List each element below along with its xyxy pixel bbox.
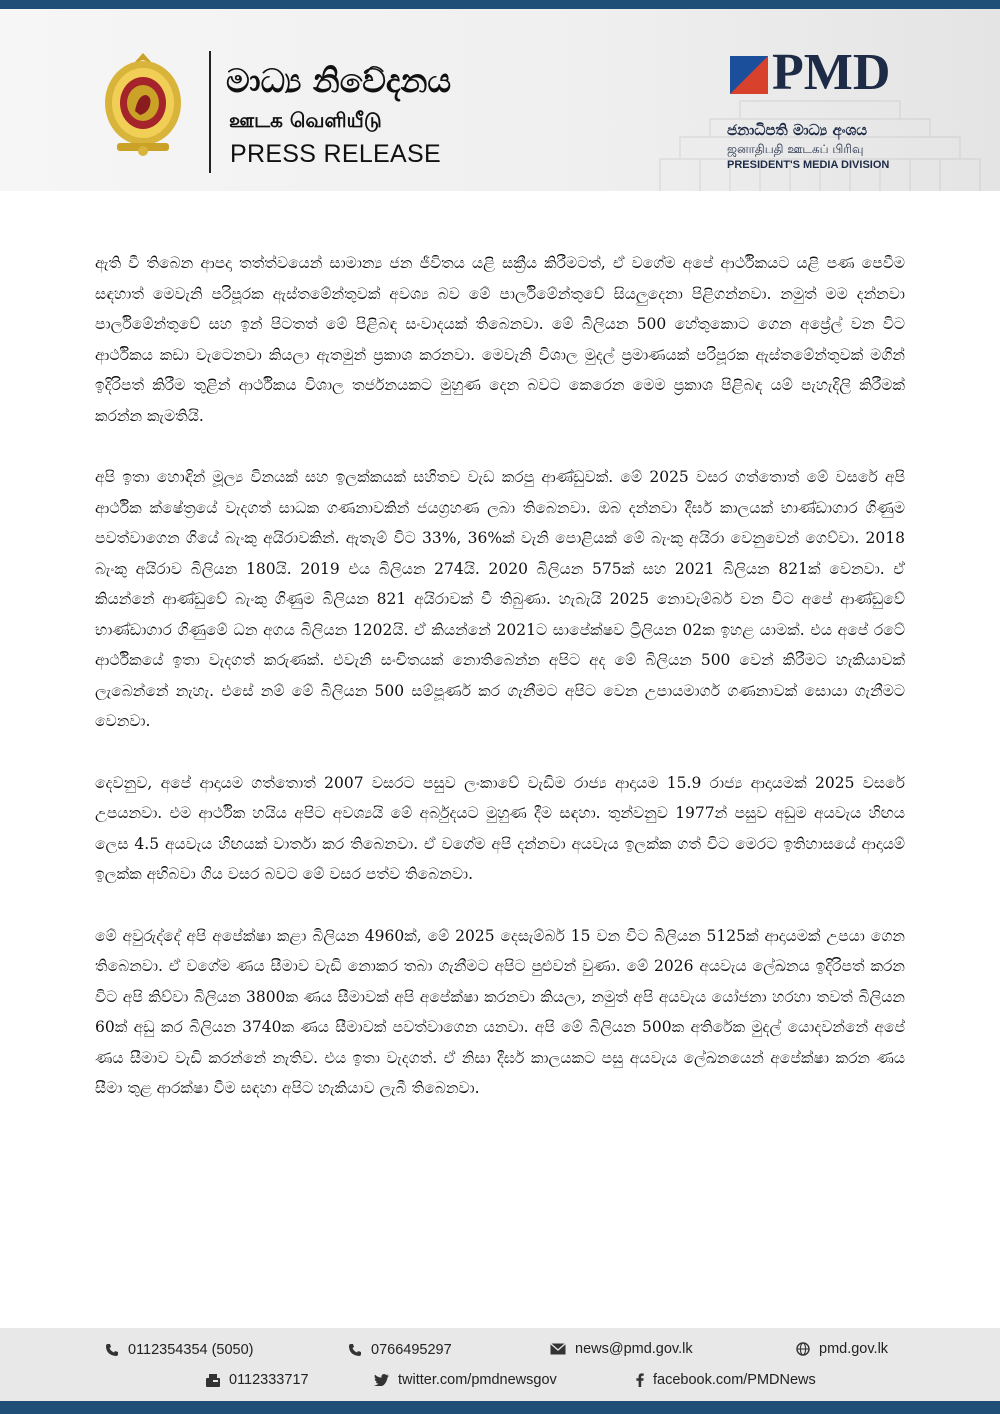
- fax-icon: [206, 1374, 220, 1387]
- paragraph: මේ අවුරුද්දේ අපි අපේක්ෂා කළා බිලියන 4960ක්, මේ 2025 දෙසැම්බර් 15 වන විට බිලියන 5125ක් ආදායමක් උපයා ගෙන තිබෙනවා. ඒ වගේම ණය සීමාව වැඩි නොකර තබා ගැනීමට අපිට පුළුවන් වුණා. මේ 2026 අයවැය ලේඛනය ඉදිරිපත් කරන විට අපි කිව්වා බිලියන 3800ක ණය සීමාවක් අපි අපේක්ෂා කරනවා කියලා, නමුත් අපි අයවැය යෝජනා හරහා තවත් බිලියන 60ක් අඩු කර බිලියන 3740ක ණය සීමාවක් පවත්වාගෙන යනවා. අපි මේ බිලියන 500ක අතිරේක මුදල් යොදවන්නේ අපේ ණය සීමාව වැඩි කරන්නේ නැතිව. එය ඉතා වැදගත්. ඒ නිසා දීර්ඝ කාලයකට පසු අයවැය ලේඛනයෙන් අපේක්ෂා කරන ණය සීමා තුළ ආරක්ෂා වීම සඳහා අපිට හැකියාව ලැබී තිබෙනවා.: [95, 926, 905, 1097]
- bottom-accent-stripe: [0, 1401, 1000, 1414]
- email-text: news@pmd.gov.lk: [575, 1341, 693, 1357]
- phone-icon: [105, 1343, 119, 1357]
- contact-fax: [206, 1372, 309, 1388]
- phone-1-text: 0112354354 (5050): [128, 1342, 254, 1358]
- paragraph: අපි ඉතා හොඳින් මූල්‍ය විනයක් සහ ඉලක්කයක් සහිතව වැඩ කරපු ආණ්ඩුවක්. මේ 2025 වසර ගත්තොත් මේ වසරේ අපි ආර්ථික ක්ෂේත්‍රයේ වැදගත් සාධක ගණනාවකින් ජයග්‍රහණ ලබා තිබෙනවා. ඔබ දන්නවා දීර්ඝ කාලයක් භාණ්ඩාගාර ගිණුම පවත්වාගෙන ගියේ බැංකු අයිරාවකින්. ඇතැම් විට 33%, 36%ක් වැනි පොළියක් මේ බැංකු අයිරා වෙනුවෙන් ගෙව්වා. 2018 බැංකු අයිරාව බිලියන 180යි. 2019 එය බිලියන 274යි. 2020 බිලියන 575ක් සහ 2021 බිලියන 821ක් වෙනවා. ඒ කියන්නේ ආණ්ඩුවේ බැංකු ගිණුම බිලියන 821 අයිරාවක් වී තිබුණා. හැබැයි 2025 නොවැම්බර් වන විට අපේ ආණ්ඩුවේ භාණ්ඩාගාර ගිණුමේ ධන අගය බිලියන 1202යි. ඒ කියන්නේ 2021ට සාපේක්ෂව ට්‍රිලියන 02ක ඉහළ යාමක්. එය අපේ රටේ ආර්ථිකයේ ඉතා වැදගත් කරුණක්. එවැනි සංචිතයක් නොතිබෙන්න අපිට අද මේ බිලියන 500 වෙන් කිරීමට හැකියාවක් ලැබෙන්නේ නැහැ. එසේ නම් මේ බිලියන 500 සම්පූර්ණ කර ගැනීමට අපිට වෙන උපායමාර්ග ගණනාවක් සොයා ගැනීමට වෙනවා.: [95, 468, 905, 730]
- globe-icon: [796, 1342, 810, 1356]
- website-text: pmd.gov.lk: [819, 1341, 889, 1357]
- fax-text: 0112333717: [229, 1372, 309, 1388]
- contact-facebook[interactable]: [636, 1372, 816, 1388]
- contact-twitter[interactable]: [374, 1372, 557, 1388]
- phone-2-text: 0766495297: [371, 1342, 452, 1358]
- facebook-text: facebook.com/PMDNews: [653, 1372, 816, 1388]
- paragraph: ඇති වී තිබෙන ආපදා තත්ත්වයෙන් සාමාන්‍ය ජන ජීවිතය යළි සක්‍රීය කිරීමටත්, ඒ වගේම අපේ ආර්ථිකයට යළි පණ පෙවීම සඳහාත් මෙවැනි පරිපූරක ඇස්තමේන්තුවක් අවශ්‍ය බව මේ පාර්ලිමේන්තුවේ සියලුදෙනා පිළිගන්නවා. නමුත් මම දන්නවා පාර්ලිමේන්තුවේ සහ ඉන් පිටතත් මේ පිළිබඳ සංවාදයක් තිබෙනවා. මේ බිලියන 500 හේතුකොට ගෙන අප්‍රේල් වන විට ආර්ථිකය කඩා වැටෙනවා කියලා ඇතමුන් ප්‍රකාශ කරනවා. මෙවැනි විශාල මුදල් ප්‍රමාණයක් පරිපූරක ඇස්තමේන්තුවක් මගින් ඉදිරිපත් කිරීම තුළින් ආර්ථිකය විශාල තර්ජනයකට මුහුණ දෙන බවට කෙරෙන මෙම ප්‍රකාශ පිළිබඳ යම් පැහැදිලි කිරීමක් කරන්න කැමතියි.: [95, 254, 905, 425]
- pmd-logo-text: PMD: [772, 44, 891, 101]
- header-divider: [209, 51, 211, 173]
- twitter-text: twitter.com/pmdnewsgov: [398, 1372, 557, 1388]
- contact-footer: [0, 1328, 1000, 1401]
- pmd-logo-mark: [730, 56, 768, 94]
- paragraph: දෙවනුව, අපේ ආදායම ගත්තොත් 2007 වසරට පසුව ලංකාවේ වැඩිම රාජ්‍ය ආදායම 15.9 රාජ්‍ය ආදායමක් 2025 වසරේ උපයනවා. එම ආර්ථික හයිය අපිට අවශ්‍යයි මේ අර්බුදයට මුහුණ දීම සඳහා. තුන්වනුව 1977න් පසුව අඩුම අයවැය හිඟය ලෙස 4.5 අයවැය හිඟයක් වාර්තා කර තිබෙනවා. ඒ වගේම අපි දන්නවා අයවැය ඉලක්ක ගත් විට මෙරට ඉතිහාසයේ ආදායම් ඉලක්ක අභිබවා ගිය වසර බවට මේ වසර පත්ව තිබෙනවා.: [95, 773, 905, 883]
- division-sinhala: ජනාධිපති මාධ්‍ය අංශය: [727, 121, 868, 139]
- contact-phone-2: [348, 1342, 452, 1358]
- contact-email[interactable]: [550, 1341, 693, 1357]
- contact-website[interactable]: [796, 1341, 888, 1357]
- phone-icon: [348, 1343, 362, 1357]
- letterhead: [0, 9, 1000, 191]
- division-english: PRESIDENT'S MEDIA DIVISION: [727, 159, 890, 171]
- title-tamil: ஊடக வெளியீடு: [229, 108, 382, 132]
- top-accent-stripe: [0, 0, 1000, 9]
- facebook-icon: [636, 1373, 644, 1387]
- title-english: PRESS RELEASE: [230, 140, 441, 168]
- mail-icon: [550, 1343, 566, 1355]
- division-tamil: ஜனாதிபதி ஊடகப் பிரிவு: [727, 142, 864, 156]
- sri-lanka-emblem-icon: [102, 51, 184, 157]
- press-release-body: [95, 248, 905, 1135]
- twitter-icon: [374, 1374, 389, 1386]
- title-sinhala: මාධ්‍ය නිවේදනය: [226, 61, 452, 100]
- contact-phone-1: [105, 1342, 254, 1358]
